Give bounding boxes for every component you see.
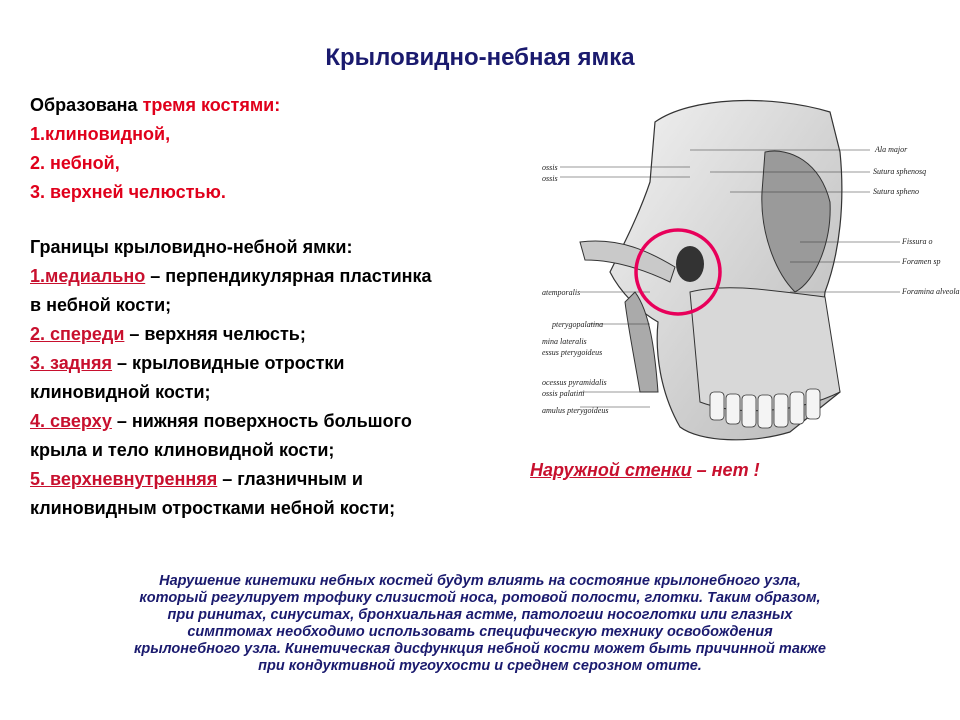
labels-right: [873, 145, 960, 296]
note-line-3: при ринитах, синуситах, бронхиальная астме, патологии носоглотки или глазных: [167, 607, 793, 623]
border-text-5: – глазничным и: [217, 469, 363, 489]
border-cont-5: клиновидным отростками небной кости;: [30, 498, 396, 518]
label-right-2: Sutura sphenosq: [873, 167, 927, 176]
label-left-3: atemporalis: [542, 288, 581, 297]
label-right-1: Ala major: [875, 145, 908, 154]
border-text-2: – верхняя челюсть;: [124, 324, 306, 344]
border-key-1: 1.медиально: [30, 266, 146, 286]
border-item-3: [30, 353, 344, 374]
formed-line: [30, 95, 280, 116]
caption: [530, 460, 760, 481]
border-text-4: – нижняя поверхность большого: [111, 411, 412, 431]
labels-left: [542, 163, 608, 415]
border-item-1: [30, 266, 432, 287]
border-item-2: [30, 324, 306, 345]
label-right-4: Fissura o: [902, 237, 933, 246]
label-left-9: amulus pterygoideus: [542, 406, 609, 415]
border-key-4: 4. сверху: [30, 411, 112, 431]
border-item-4: [30, 411, 412, 432]
label-left-8: ossis palatini: [542, 389, 585, 398]
bone-3: 3. верхней челюстью.: [30, 182, 226, 202]
page-title: Крыловидно-небная ямка: [325, 44, 635, 71]
caption-rest: – нет !: [691, 460, 760, 480]
formed-prefix: Образована: [30, 95, 143, 115]
note-line-5: крылонебного узла. Кинетическая дисфункция небной кости может быть причинной также: [134, 641, 826, 657]
border-key-3: 3. задняя: [30, 353, 113, 373]
note-line-2: который регулирует трофику слизистой носа, ротовой полости, глотки. Таким образом,: [139, 590, 821, 606]
border-key-5: 5. верхневнутренняя: [30, 469, 218, 489]
border-item-5: [30, 469, 363, 490]
bone-2: 2. небной,: [30, 153, 120, 173]
label-right-6: Foramina alveola: [902, 287, 960, 296]
border-cont-3: клиновидной кости;: [30, 382, 211, 402]
label-left-1: ossis: [542, 163, 558, 172]
label-left-7: ocessus pyramidalis: [542, 378, 607, 387]
border-text-1: – перпендикулярная пластинка: [145, 266, 432, 286]
label-left-2: ossis: [542, 174, 558, 183]
borders-heading: Границы крыловидно-небной ямки:: [30, 237, 353, 257]
label-left-6: essus pterygoideus: [542, 348, 603, 357]
border-cont-1: в небной кости;: [30, 295, 172, 315]
formed-highlight: тремя костями:: [142, 95, 281, 115]
label-left-4: pterygopalatina: [552, 320, 604, 329]
border-text-3: – крыловидные отростки: [112, 353, 345, 373]
note-line-1: Нарушение кинетики небных костей будут влиять на состояние крылонебного узла,: [159, 573, 801, 589]
note-line-6: при кондуктивной тугоухости и среднем серозном отите.: [258, 658, 702, 674]
label-right-5: Foramen sp: [902, 257, 941, 266]
skull-illustration: [540, 92, 960, 452]
note-line-4: симптомах необходимо использовать специфическую технику освобождения: [187, 624, 773, 640]
caption-underlined: Наружной стенки: [530, 460, 692, 480]
label-right-3: Sutura spheno: [873, 187, 919, 196]
label-left-5: mina lateralis: [542, 337, 587, 346]
bone-1: 1.клиновидной,: [30, 124, 171, 144]
border-cont-4: крыла и тело клиновидной кости;: [30, 440, 335, 460]
border-key-2: 2. спереди: [30, 324, 125, 344]
clinical-note: [20, 573, 940, 675]
